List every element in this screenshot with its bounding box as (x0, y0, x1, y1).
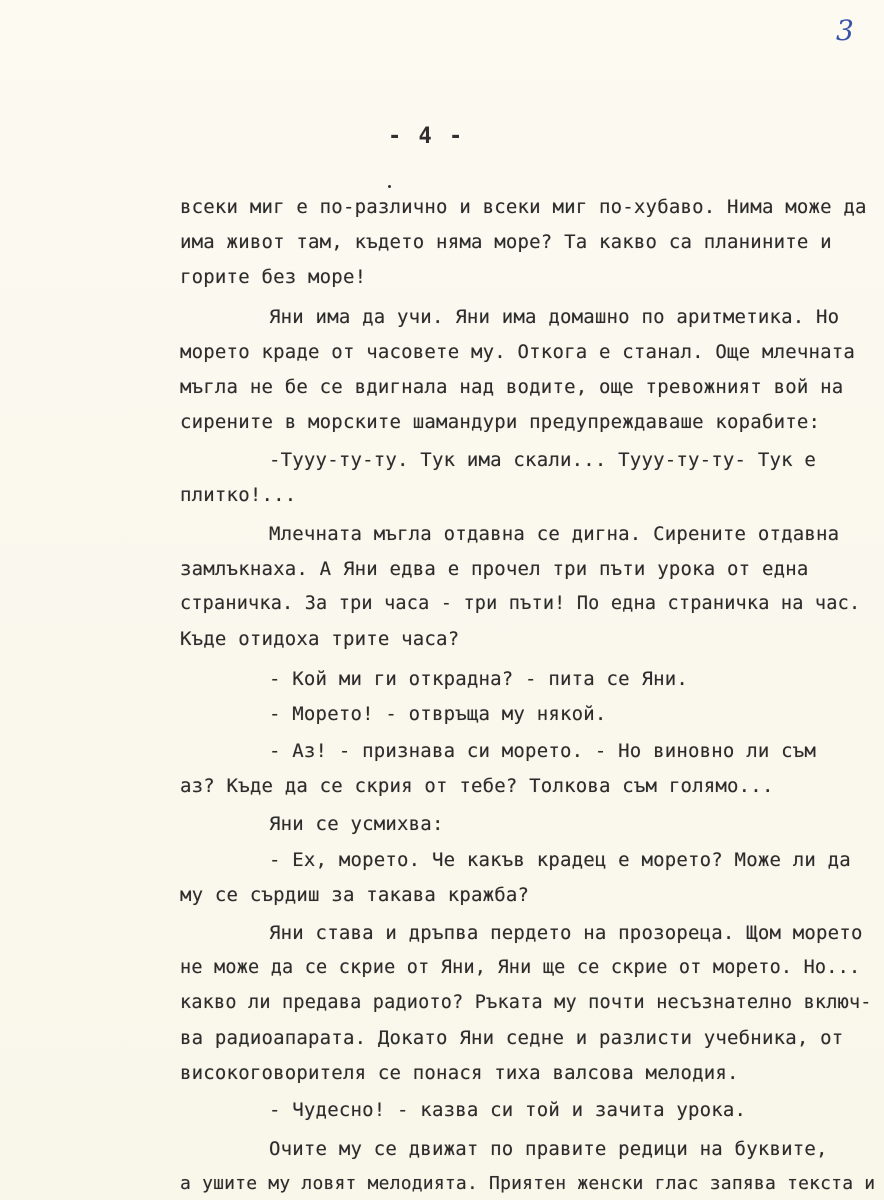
text-line: горите без море! (180, 266, 367, 288)
text-line: замлъкнаха. А Яни едва е прочел три пъти урока от една (180, 558, 809, 580)
handwritten-page-number: 3 (836, 14, 854, 47)
text-line: Млечната мъгла отдавна се дигна. Сирените отдавна (269, 523, 840, 545)
text-line: Яни става и дръпва пердето на прозореца. Щом морето (269, 922, 863, 944)
text-line: - Чудесно! - казва си той и зачита урока. (269, 1099, 747, 1121)
text-line: морето краде от часовете му. Откога е станал. Още млечната (180, 341, 856, 363)
text-line: Яни има да учи. Яни има домашно по аритметика. Но (269, 306, 840, 328)
text-line: сирените в морските шамандури предупреждаваше корабите: (180, 411, 821, 433)
text-line: мъгла не бе се вдигнала над водите, още тревожният вой на (180, 376, 844, 398)
text-line: а ушите му ловят мелодията. Приятен женски глас запява текста и (180, 1173, 876, 1194)
text-line: Къде отидоха трите часа? (180, 628, 460, 650)
text-line: страничка. За три часа - три пъти! По една страничка на час. (180, 593, 861, 614)
text-line: високоговорителя се понася тиха валсова мелодия. (180, 1062, 739, 1084)
ink-dot (388, 185, 391, 188)
text-line: Яни се усмихва: (269, 813, 444, 835)
text-line: - Ех, морето. Че какъв крадец е морето? Може ли да (269, 849, 851, 871)
text-line: аз? Къде да се скрия от тебе? Толкова съм голямо... (180, 775, 774, 797)
text-line: всеки миг е по-различно и всеки миг по-хубаво. Нима може да (180, 196, 867, 218)
text-line: - Морето! - отвръща му някой. (269, 703, 607, 725)
text-line: -Тууу-ту-ту. Тук има скали... Тууу-ту-ту- Тук е (269, 449, 817, 471)
text-line: има живот там, където няма море? Та какво са планините и (180, 231, 832, 253)
text-line: плитко!... (180, 484, 297, 506)
text-line: - Аз! - признава си морето. - Но виновно ли съм (269, 740, 817, 762)
text-line: какво ли предава радиото? Ръката му почти несъзнателно включ- (180, 992, 872, 1013)
text-line: - Кой ми ги открадна? - пита се Яни. (269, 668, 689, 690)
text-line: ва радиоапарата. Докато Яни седне и разлисти учебника, от (180, 1027, 844, 1049)
text-line: му се сърдиш за такава кражба? (180, 884, 530, 906)
typed-page-number: - 4 - (388, 124, 465, 149)
text-line: Очите му се движат по правите редици на буквите, (269, 1138, 828, 1160)
text-line: не може да се скрие от Яни, Яни ще се скрие от морето. Но... (180, 957, 861, 978)
